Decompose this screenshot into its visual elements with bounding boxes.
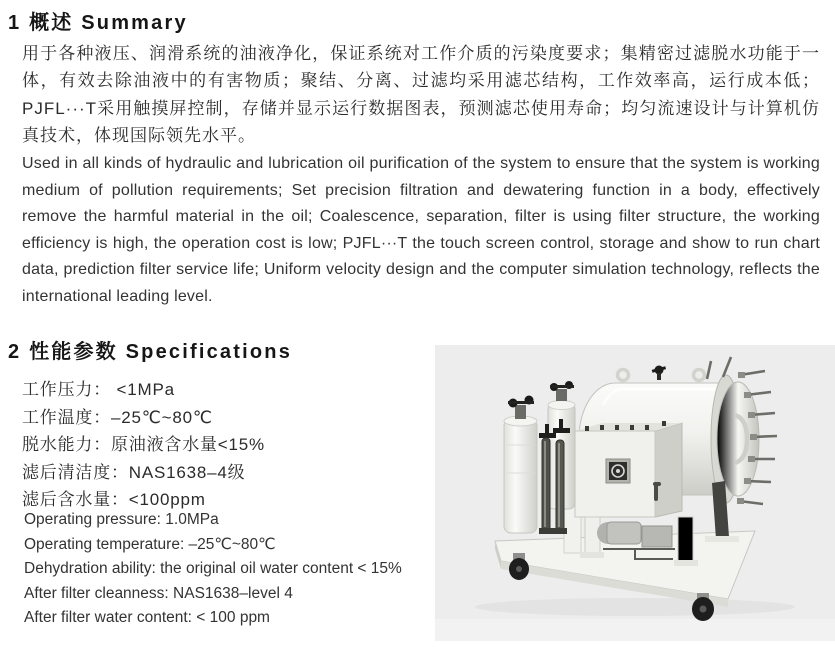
spec-zh-pressure: 工作压力： <1MPa: [22, 380, 175, 399]
summary-paragraph-en: Used in all kinds of hydraulic and lubrication oil purification of the system to ensure that the system is working medium of pollution requirements; Set precision filtration and dewatering function in a body, effectively remove the harmful material in the oil; Coalescence, separation, filter is using filter structure, the working efficiency is high, the operation cost is low; PJFL···T the touch screen control, storage and show to run chart data, prediction filter service life; Uniform velocity design and the computer simulation technology, reflects the international leading level.: [22, 155, 820, 305]
oil-purifier-illustration: [435, 345, 835, 641]
spec-zh-water-content: 滤后含水量：<100ppm: [22, 490, 206, 509]
summary-paragraph-zh: 用于各种液压、润滑系统的油液净化，保证系统对工作介质的污染度要求；集精密过滤脱水功能于一体，有效去除油液中的有害物质；聚结、分离、过滤均采用滤芯结构，工作效率高，运行成本低；PJFL···T采用触摸屏控制，存储并显示运行数据图表，预测滤芯使用寿命；均匀流速设计与计算机仿真技术，体现国际领先水平。: [22, 44, 820, 146]
product-photo: [435, 345, 835, 641]
spec-zh-cleanness: 滤后清洁度：NAS1638–4级: [22, 462, 246, 482]
spec-en-pressure: Operating pressure: 1.0MPa: [24, 511, 219, 528]
specs-list-en: [24, 508, 402, 631]
spec-zh-temperature: 工作温度：–25℃~80℃: [22, 407, 213, 427]
specs-list-zh: [22, 376, 265, 514]
section-2-heading: 2 性能参数 Specifications: [8, 341, 293, 363]
spec-en-water-content: After filter water content: < 100 ppm: [24, 609, 270, 627]
brand-logo-plate: [606, 459, 630, 483]
spec-en-dehydration: Dehydration ability: the original oil water content < 15%: [24, 560, 402, 578]
spec-en-temperature: Operating temperature: –25℃~80℃: [24, 535, 276, 553]
spec-en-cleanness: After filter cleanness: NAS1638–level 4: [24, 584, 293, 602]
section-1-heading: 1 概述 Summary: [8, 12, 188, 34]
control-cabinet: [575, 421, 682, 517]
floor-shadow: [475, 598, 795, 616]
spec-zh-dehydration: 脱水能力：原油液含水量<15%: [22, 435, 265, 454]
photo-backdrop-fade: [435, 619, 835, 641]
